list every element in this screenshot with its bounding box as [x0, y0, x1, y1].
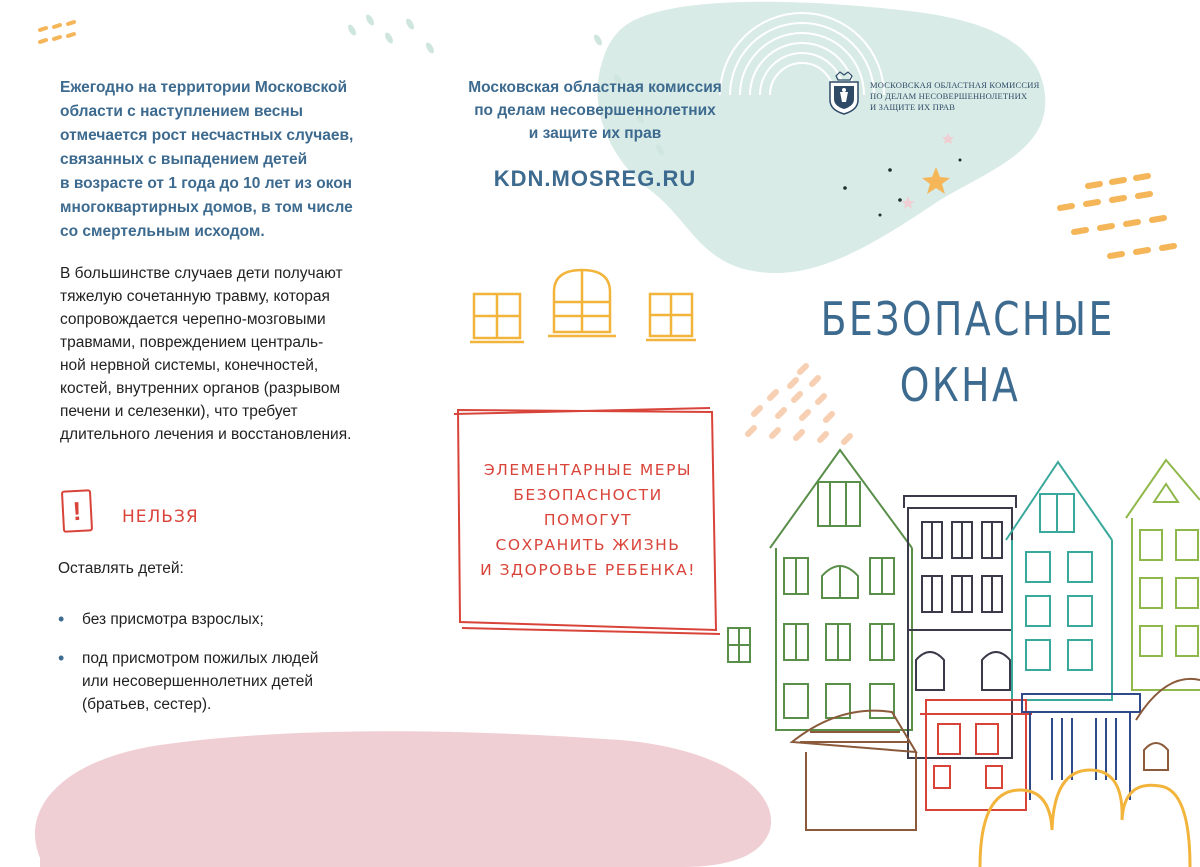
exclamation-box-icon: ! [61, 489, 93, 533]
orange-dots-top-left [40, 22, 74, 42]
prohibitions-list [58, 608, 388, 732]
houses-illustration [728, 450, 1200, 867]
window-icon [470, 294, 524, 342]
list-item: • без присмотра взрослых; [58, 608, 388, 631]
window-icon [548, 270, 616, 336]
window-icon [646, 294, 696, 340]
page-title: БЕЗОПАСНЫЕ ОКНА [820, 292, 1115, 412]
coat-of-arms-icon [826, 70, 862, 116]
callout-text: ЭЛЕМЕНТАРНЫЕ МЕРЫ БЕЗОПАСНОСТИ ПОМОГУТ СОХРАНИТЬ ЖИЗНЬ И ЗДОРОВЬЕ РЕБЕНКА! [480, 461, 696, 579]
intro-text [60, 76, 390, 244]
list-item: • под присмотром пожилых людей или несовершеннолетних детей (братьев, сестер). [58, 647, 388, 716]
organization-name: Московская областная комиссия по делам несовершеннолетних и защите их прав [468, 79, 722, 142]
leave-children-intro: Оставлять детей: [58, 560, 184, 577]
injury-text [60, 262, 390, 446]
warning-label: НЕЛЬЗЯ [122, 507, 199, 527]
intro-paragraph: Ежегодно на территории Московской области с наступлением весны отмечается рост несчастных случаев, связанных с выпадением детей в возрасте от 1 года до 10 лет из окон многоквартирных домов, в том числе со смертельным исходом. [60, 79, 354, 240]
website-link[interactable]: KDN.MOSREG.RU [493, 166, 697, 191]
organization-name-small: МОСКОВСКАЯ ОБЛАСТНАЯ КОМИССИЯ ПО ДЕЛАМ НЕСОВЕРШЕННОЛЕТНИХ И ЗАЩИТЕ ИХ ПРАВ [870, 80, 1040, 112]
injury-paragraph: В большинстве случаев дети получают тяжелую сочетанную травму, которая сопровождается черепно-мозговыми травмами, повреждением централь- ной нервной системы, конечностей, костей, внутренних органов (разрывом печени и селезенки), что требует длительного лечения и восстановления. [60, 265, 352, 443]
pink-blob [35, 731, 771, 867]
orange-dashes-right [1060, 176, 1174, 256]
